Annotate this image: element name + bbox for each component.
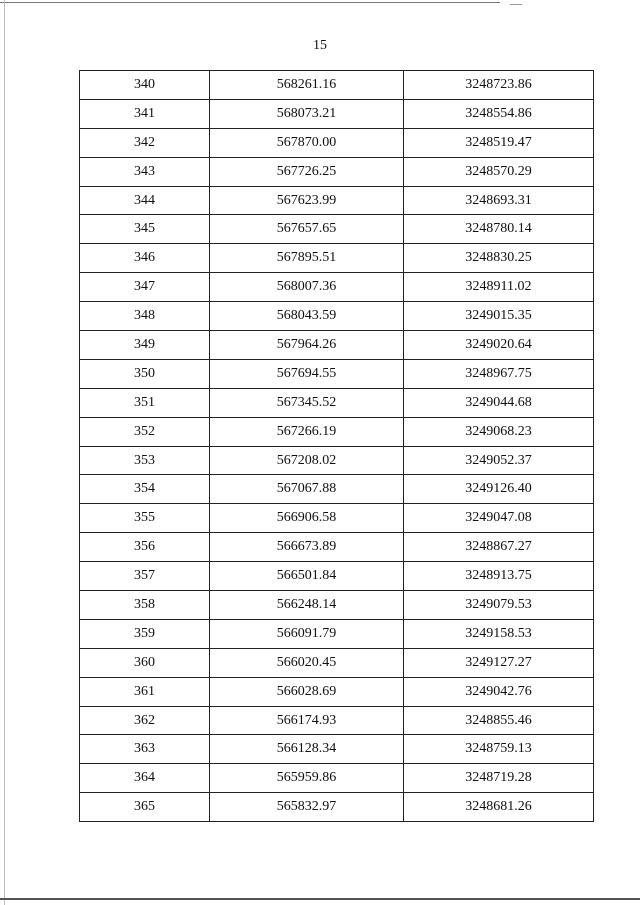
- table-row: [80, 764, 594, 793]
- x-coordinate-cell: 567726.25: [210, 157, 404, 186]
- point-number-cell: 342: [80, 128, 210, 157]
- x-coordinate-cell: 568261.16: [210, 71, 404, 100]
- table-row: [80, 359, 594, 388]
- point-number-cell: 343: [80, 157, 210, 186]
- x-coordinate-cell: 566028.69: [210, 677, 404, 706]
- point-number-cell: 351: [80, 388, 210, 417]
- table-row: [80, 417, 594, 446]
- x-coordinate-cell: 568007.36: [210, 273, 404, 302]
- y-coordinate-cell: 3249044.68: [404, 388, 594, 417]
- point-number-cell: 364: [80, 764, 210, 793]
- y-coordinate-cell: 3248681.26: [404, 793, 594, 822]
- table-row: [80, 186, 594, 215]
- x-coordinate-cell: 566248.14: [210, 591, 404, 620]
- x-coordinate-cell: 565959.86: [210, 764, 404, 793]
- point-number-cell: 345: [80, 215, 210, 244]
- point-number-cell: 352: [80, 417, 210, 446]
- x-coordinate-cell: 566091.79: [210, 619, 404, 648]
- x-coordinate-cell: 567657.65: [210, 215, 404, 244]
- table-row: [80, 735, 594, 764]
- table-row: [80, 591, 594, 620]
- point-number-cell: 357: [80, 562, 210, 591]
- x-coordinate-cell: 567345.52: [210, 388, 404, 417]
- y-coordinate-cell: 3249068.23: [404, 417, 594, 446]
- table-row: [80, 475, 594, 504]
- table-row: [80, 446, 594, 475]
- x-coordinate-cell: 566128.34: [210, 735, 404, 764]
- point-number-cell: 356: [80, 533, 210, 562]
- y-coordinate-cell: 3249042.76: [404, 677, 594, 706]
- point-number-cell: 360: [80, 648, 210, 677]
- point-number-cell: 353: [80, 446, 210, 475]
- y-coordinate-cell: 3248830.25: [404, 244, 594, 273]
- scan-edge-line: [0, 2, 500, 3]
- y-coordinate-cell: 3248719.28: [404, 764, 594, 793]
- x-coordinate-cell: 567964.26: [210, 331, 404, 360]
- point-number-cell: 346: [80, 244, 210, 273]
- table-row: [80, 706, 594, 735]
- table-row: [80, 533, 594, 562]
- table-row: [80, 619, 594, 648]
- point-number-cell: 354: [80, 475, 210, 504]
- y-coordinate-cell: 3248693.31: [404, 186, 594, 215]
- x-coordinate-cell: 567266.19: [210, 417, 404, 446]
- table-row: [80, 215, 594, 244]
- scan-edge-line: [0, 898, 640, 900]
- table-row: [80, 99, 594, 128]
- table-row: [80, 793, 594, 822]
- coordinate-table: [79, 70, 594, 822]
- point-number-cell: 362: [80, 706, 210, 735]
- x-coordinate-cell: 567870.00: [210, 128, 404, 157]
- point-number-cell: 365: [80, 793, 210, 822]
- page-number: 15: [313, 38, 327, 53]
- table-row: [80, 648, 594, 677]
- table-row: [80, 273, 594, 302]
- point-number-cell: 341: [80, 99, 210, 128]
- point-number-cell: 361: [80, 677, 210, 706]
- table-row: [80, 157, 594, 186]
- x-coordinate-cell: 568073.21: [210, 99, 404, 128]
- point-number-cell: 363: [80, 735, 210, 764]
- point-number-cell: 348: [80, 302, 210, 331]
- table-row: [80, 388, 594, 417]
- table-row: [80, 677, 594, 706]
- x-coordinate-cell: 567623.99: [210, 186, 404, 215]
- y-coordinate-cell: 3248723.86: [404, 71, 594, 100]
- x-coordinate-cell: 567067.88: [210, 475, 404, 504]
- x-coordinate-cell: 566906.58: [210, 504, 404, 533]
- table-row: [80, 504, 594, 533]
- point-number-cell: 349: [80, 331, 210, 360]
- y-coordinate-cell: 3248855.46: [404, 706, 594, 735]
- y-coordinate-cell: 3248759.13: [404, 735, 594, 764]
- x-coordinate-cell: 565832.97: [210, 793, 404, 822]
- y-coordinate-cell: 3248867.27: [404, 533, 594, 562]
- table-row: [80, 302, 594, 331]
- y-coordinate-cell: 3248913.75: [404, 562, 594, 591]
- table-row: [80, 71, 594, 100]
- point-number-cell: 358: [80, 591, 210, 620]
- point-number-cell: 340: [80, 71, 210, 100]
- x-coordinate-cell: 567694.55: [210, 359, 404, 388]
- table-row: [80, 331, 594, 360]
- x-coordinate-cell: 567208.02: [210, 446, 404, 475]
- x-coordinate-cell: 566501.84: [210, 562, 404, 591]
- point-number-cell: 350: [80, 359, 210, 388]
- point-number-cell: 347: [80, 273, 210, 302]
- y-coordinate-cell: 3249047.08: [404, 504, 594, 533]
- x-coordinate-cell: 566174.93: [210, 706, 404, 735]
- y-coordinate-cell: 3248911.02: [404, 273, 594, 302]
- y-coordinate-cell: 3249020.64: [404, 331, 594, 360]
- x-coordinate-cell: 566020.45: [210, 648, 404, 677]
- y-coordinate-cell: 3248519.47: [404, 128, 594, 157]
- x-coordinate-cell: 568043.59: [210, 302, 404, 331]
- y-coordinate-cell: 3249015.35: [404, 302, 594, 331]
- y-coordinate-cell: 3248967.75: [404, 359, 594, 388]
- y-coordinate-cell: 3249079.53: [404, 591, 594, 620]
- y-coordinate-cell: 3249158.53: [404, 619, 594, 648]
- coordinate-table-body: [80, 71, 594, 822]
- table-row: [80, 128, 594, 157]
- point-number-cell: 355: [80, 504, 210, 533]
- table-row: [80, 562, 594, 591]
- y-coordinate-cell: 3249052.37: [404, 446, 594, 475]
- y-coordinate-cell: 3249127.27: [404, 648, 594, 677]
- scan-edge-mark: [510, 4, 522, 5]
- x-coordinate-cell: 567895.51: [210, 244, 404, 273]
- table-row: [80, 244, 594, 273]
- scan-edge-line: [4, 0, 5, 905]
- y-coordinate-cell: 3248570.29: [404, 157, 594, 186]
- y-coordinate-cell: 3248780.14: [404, 215, 594, 244]
- point-number-cell: 344: [80, 186, 210, 215]
- y-coordinate-cell: 3248554.86: [404, 99, 594, 128]
- point-number-cell: 359: [80, 619, 210, 648]
- y-coordinate-cell: 3249126.40: [404, 475, 594, 504]
- x-coordinate-cell: 566673.89: [210, 533, 404, 562]
